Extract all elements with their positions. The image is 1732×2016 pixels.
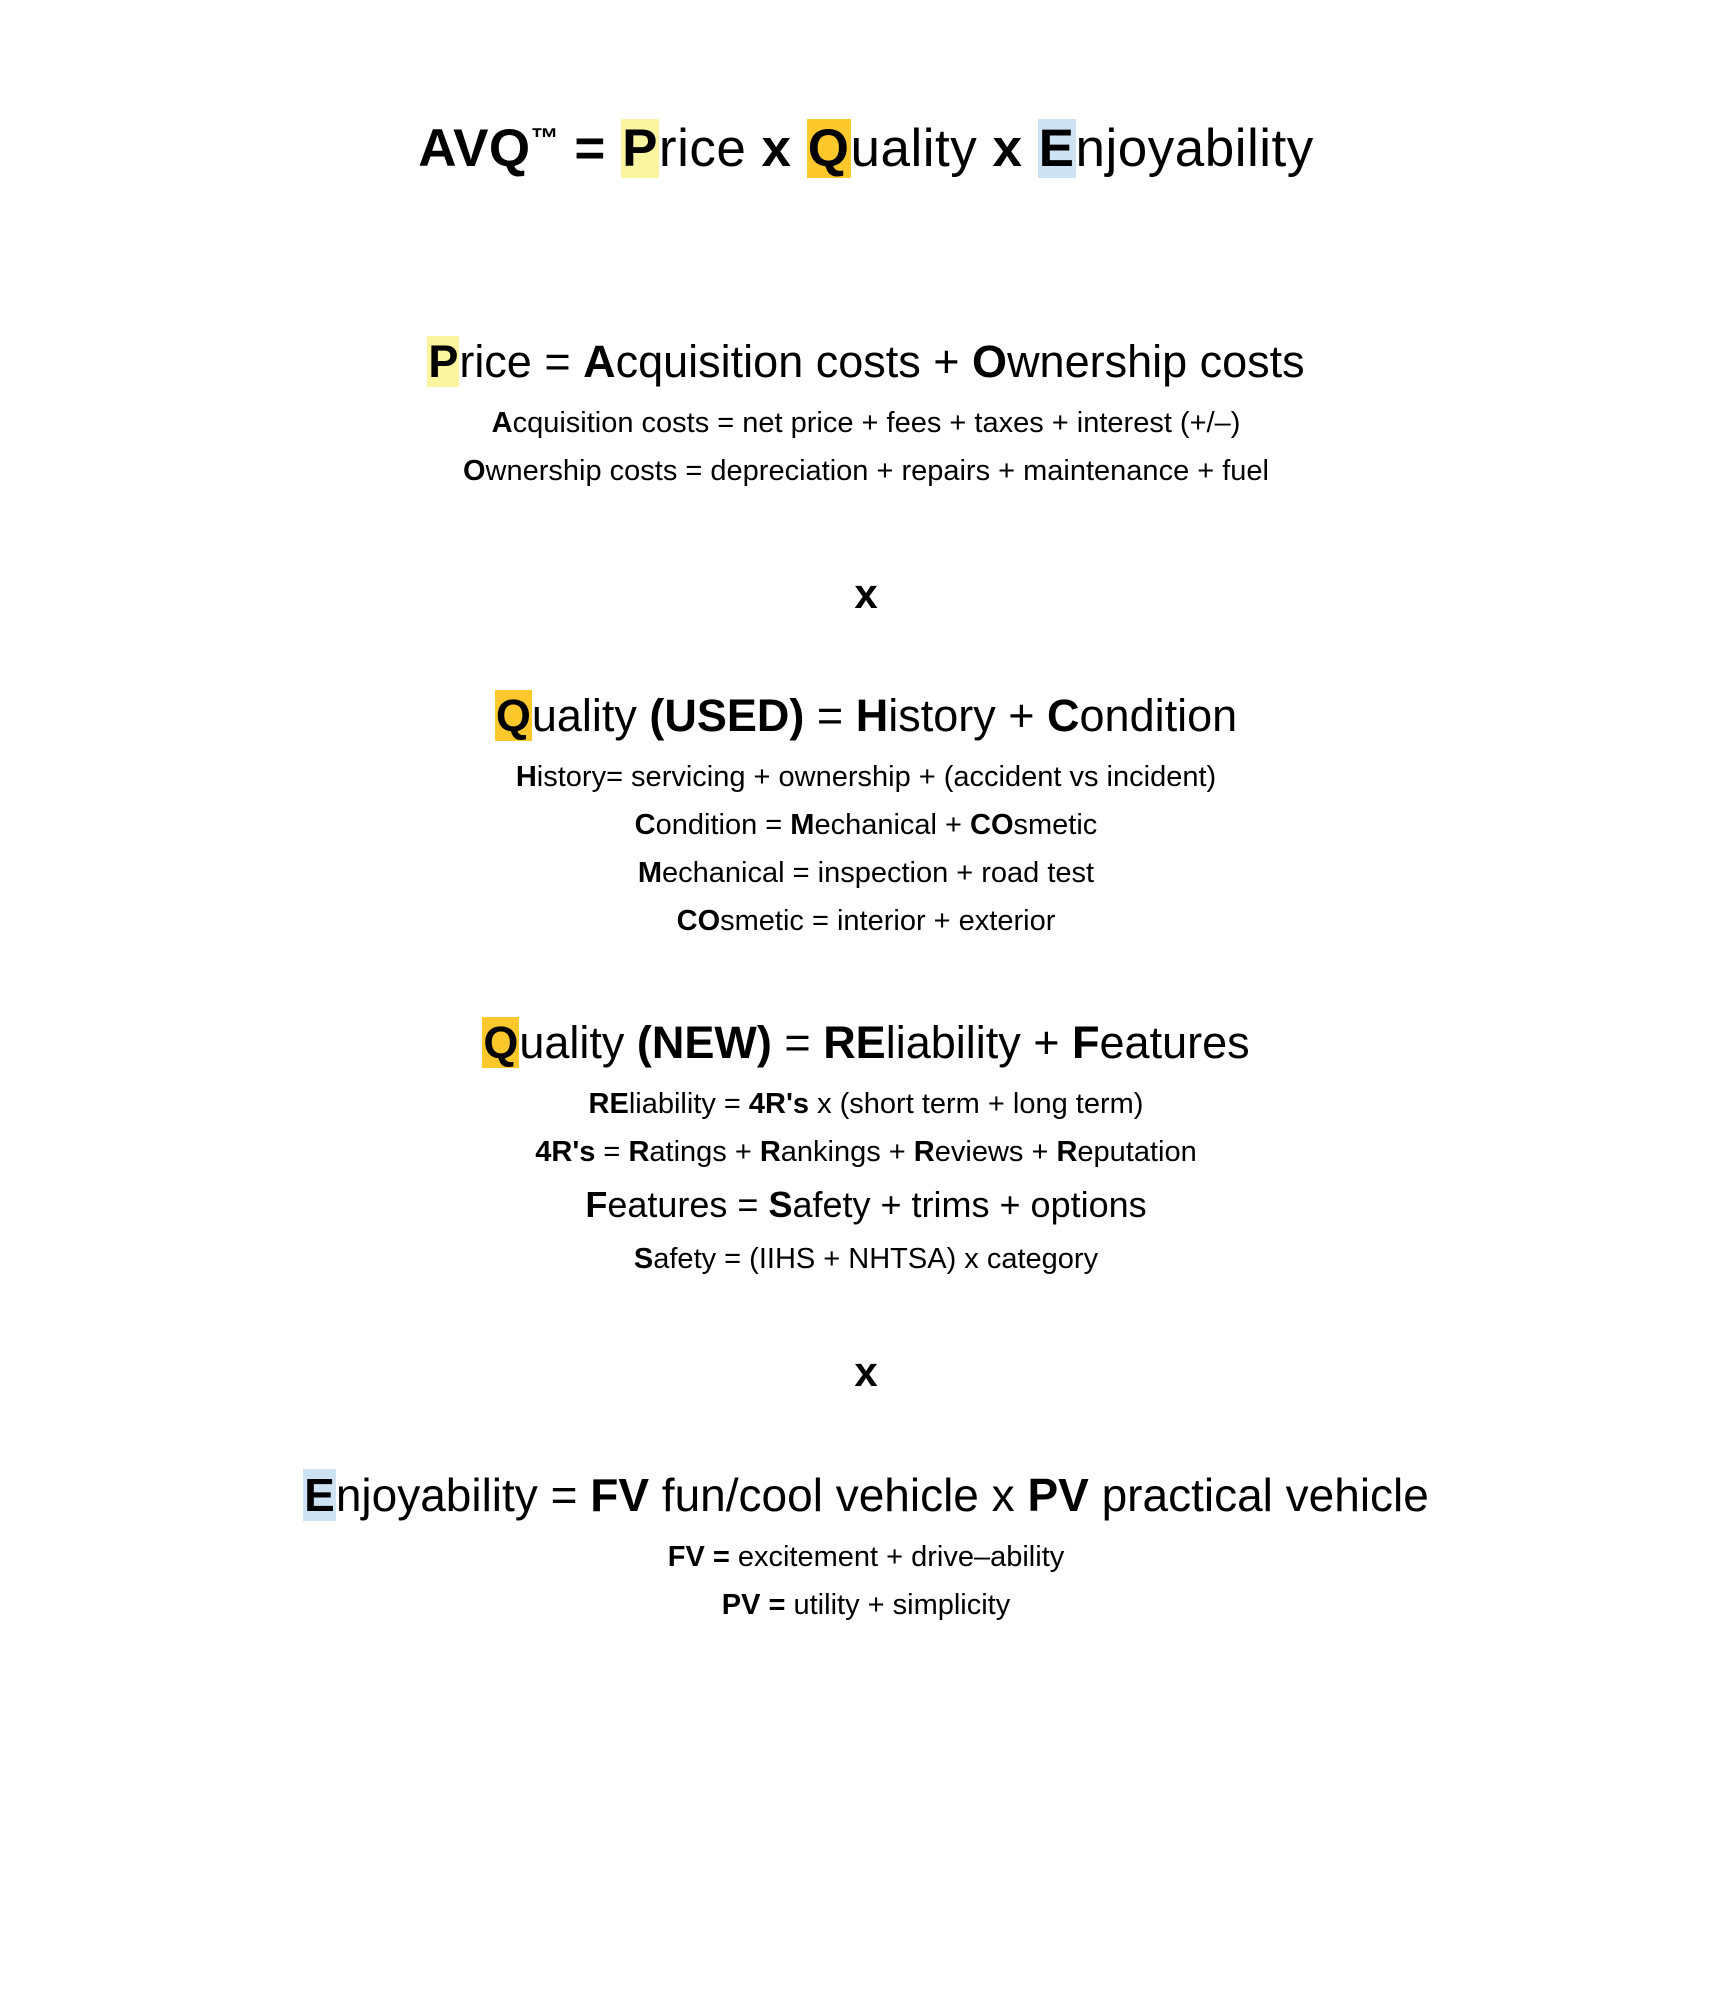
avq-formula-diagram bbox=[0, 118, 1732, 2016]
ownership-line-initial: O bbox=[462, 455, 486, 488]
condition-initial: C bbox=[1047, 690, 1080, 742]
condition-line bbox=[0, 804, 1732, 846]
title-price-initial: P bbox=[622, 119, 658, 178]
quality-new-initial: Q bbox=[483, 1017, 519, 1069]
acquisition-line-rest: cquisition costs = net price + fees + taxes + interest (+/–) bbox=[512, 407, 1241, 439]
features-line-rest: eatures = bbox=[607, 1184, 769, 1226]
pv-label: PV bbox=[1027, 1468, 1089, 1521]
operator-multiply-2: x bbox=[854, 1347, 878, 1395]
history-line-rest: istory= servicing + ownership + (accident vs incident) bbox=[536, 761, 1217, 794]
cosmetic-initial: CO bbox=[970, 809, 1014, 842]
pv-line bbox=[0, 1584, 1732, 1626]
title-quality-rest: uality bbox=[850, 119, 978, 178]
quality-new-section bbox=[0, 1017, 1732, 1279]
history-initial: H bbox=[855, 690, 889, 742]
title-price-rest: rice bbox=[658, 119, 747, 178]
quality-new-heading bbox=[0, 1017, 1732, 1069]
condition-line-rest: ondition = bbox=[655, 809, 791, 842]
reliability-line bbox=[0, 1083, 1732, 1125]
price-ownership-line bbox=[0, 450, 1732, 492]
features-rest: eatures bbox=[1099, 1017, 1250, 1069]
price-initial: P bbox=[428, 336, 459, 387]
ratings-initial: R bbox=[628, 1136, 650, 1169]
title-enjoyability-rest: njoyability bbox=[1075, 119, 1314, 178]
cosmetic-line-initial: CO bbox=[676, 905, 721, 938]
fv-line-label: FV = bbox=[667, 1540, 738, 1573]
quality-new-word: uality bbox=[519, 1017, 637, 1069]
price-heading-rest: rice = bbox=[459, 336, 584, 387]
enjoyability-section bbox=[0, 1468, 1732, 1626]
safety-line bbox=[0, 1238, 1732, 1280]
ratings-rest: atings + bbox=[649, 1136, 760, 1169]
mechanical-line-initial: M bbox=[637, 857, 663, 890]
acquisition-rest: cquisition costs + bbox=[615, 336, 973, 387]
pv-line-label: PV = bbox=[721, 1588, 794, 1621]
cosmetic-rest: smetic bbox=[1013, 809, 1098, 842]
mechanical-line bbox=[0, 852, 1732, 894]
cosmetic-line-rest: smetic = interior + exterior bbox=[720, 905, 1056, 938]
trademark-symbol: ™ bbox=[530, 122, 560, 154]
ownership-initial: O bbox=[972, 336, 1008, 387]
price-heading bbox=[0, 336, 1732, 388]
reviews-initial: R bbox=[913, 1136, 935, 1169]
history-line-initial: H bbox=[515, 761, 537, 794]
mechanical-line-rest: echanical = inspection + road test bbox=[662, 857, 1095, 890]
reputation-rest: eputation bbox=[1077, 1136, 1197, 1169]
safety-initial: S bbox=[768, 1184, 793, 1226]
fv-line-rest: excitement + drive–ability bbox=[737, 1540, 1065, 1573]
reputation-initial: R bbox=[1056, 1136, 1078, 1169]
rankings-rest: ankings + bbox=[780, 1136, 914, 1169]
cosmetic-line bbox=[0, 900, 1732, 942]
title-quality-initial: Q bbox=[807, 119, 850, 178]
quality-used-heading bbox=[0, 690, 1732, 742]
mechanical-initial: M bbox=[790, 809, 815, 842]
title-equals: = bbox=[559, 119, 622, 178]
enjoyability-rest: njoyability = bbox=[335, 1468, 591, 1521]
pv-description: practical vehicle bbox=[1088, 1468, 1429, 1521]
diagram-title bbox=[0, 118, 1732, 179]
reliability-line-rest: liability = bbox=[628, 1088, 749, 1121]
fv-label: FV bbox=[590, 1468, 650, 1521]
reliability-rest: liability + bbox=[885, 1017, 1073, 1069]
features-line-initial: F bbox=[585, 1184, 608, 1226]
rankings-initial: R bbox=[759, 1136, 781, 1169]
fv-line bbox=[0, 1536, 1732, 1578]
quality-used-initial: Q bbox=[495, 690, 531, 742]
four-rs-equals: = bbox=[595, 1136, 629, 1169]
quality-used-word: uality bbox=[531, 690, 650, 742]
quality-used-tag: (USED) bbox=[649, 690, 805, 742]
quality-new-tag: (NEW) bbox=[636, 1017, 772, 1069]
title-enjoyability-initial: E bbox=[1038, 119, 1075, 178]
price-acquisition-line bbox=[0, 402, 1732, 444]
reliability-line-initial: RE bbox=[588, 1088, 629, 1121]
four-rs-line bbox=[0, 1131, 1732, 1173]
four-rs-line-label: 4R's bbox=[535, 1136, 596, 1169]
quality-used-equals: = bbox=[804, 690, 856, 742]
enjoyability-initial: E bbox=[304, 1468, 335, 1521]
reliability-line-terms: x (short term + long term) bbox=[809, 1088, 1144, 1121]
fv-description: fun/cool vehicle x bbox=[649, 1468, 1028, 1521]
safety-line-initial: S bbox=[633, 1242, 654, 1275]
operator-multiply-1: x bbox=[854, 570, 878, 618]
reliability-initial: RE bbox=[823, 1017, 886, 1069]
acquisition-line-initial: A bbox=[491, 407, 513, 439]
reviews-rest: eviews + bbox=[934, 1136, 1057, 1169]
mechanical-rest: echanical + bbox=[814, 809, 971, 842]
title-acronym: AVQ bbox=[418, 119, 531, 178]
enjoyability-heading bbox=[0, 1468, 1732, 1522]
safety-line-rest: afety = (IIHS + NHTSA) x category bbox=[653, 1242, 1099, 1275]
ownership-line-rest: wnership costs = depreciation + repairs + maintenance + fuel bbox=[485, 455, 1269, 488]
title-operator-1: x bbox=[746, 119, 807, 178]
safety-rest: afety + trims + options bbox=[792, 1184, 1147, 1226]
quality-new-equals: = bbox=[771, 1017, 824, 1069]
pv-line-rest: utility + simplicity bbox=[793, 1588, 1011, 1621]
condition-line-initial: C bbox=[634, 809, 656, 842]
features-initial: F bbox=[1072, 1017, 1100, 1069]
four-rs-label: 4R's bbox=[748, 1088, 810, 1121]
history-line bbox=[0, 756, 1732, 798]
acquisition-initial: A bbox=[583, 336, 616, 387]
history-rest: istory + bbox=[888, 690, 1048, 742]
condition-rest: ondition bbox=[1079, 690, 1238, 742]
price-section bbox=[0, 336, 1732, 492]
title-operator-2: x bbox=[977, 119, 1038, 178]
ownership-rest: wnership costs bbox=[1007, 336, 1305, 387]
features-line bbox=[0, 1179, 1732, 1231]
quality-used-section bbox=[0, 690, 1732, 942]
